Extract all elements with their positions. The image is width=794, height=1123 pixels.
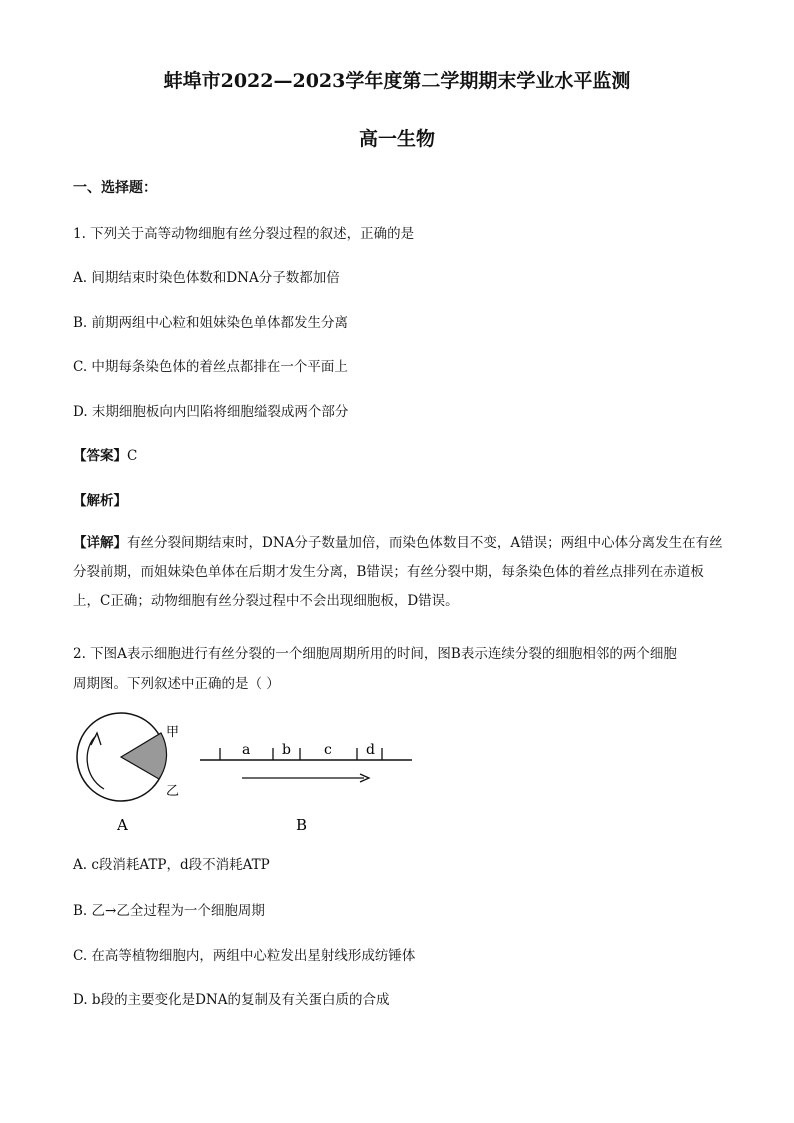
detail-tag: 【详解】 xyxy=(73,535,127,551)
cell-cycle-figure xyxy=(60,712,430,842)
segment-label-d: d xyxy=(366,742,375,758)
question-1-option-d: D. 末期细胞板向内凹陷将细胞缢裂成两个部分 xyxy=(73,404,349,420)
page-subtitle: 高一生物 xyxy=(358,128,435,150)
question-1-option-c: C. 中期每条染色体的着丝点都排在一个平面上 xyxy=(73,359,348,375)
question-2-stem-line-2: 周期图。下列叙述中正确的是（ ） xyxy=(73,676,280,692)
question-1-option-b: B. 前期两组中心粒和姐妹染色单体都发生分离 xyxy=(73,315,349,331)
question-1-option-a: A. 间期结束时染色体数和DNA分子数都加倍 xyxy=(73,270,340,286)
question-2-stem-line-1: 2. 下图A表示细胞进行有丝分裂的一个细胞周期所用的时间，图B表示连续分裂的细胞相邻的两个细胞 xyxy=(73,646,677,662)
segment-label-c: c xyxy=(324,742,332,758)
answer-value: C xyxy=(127,448,138,464)
analysis-tag: 【解析】 xyxy=(73,493,127,509)
question-2-option-b: B. 乙→乙全过程为一个细胞周期 xyxy=(73,903,265,919)
question-2-option-a: A. c段消耗ATP，d段不消耗ATP xyxy=(73,857,270,873)
answer-tag: 【答案】 xyxy=(73,448,127,464)
segment-label-a: a xyxy=(242,742,251,758)
label-yi: 乙 xyxy=(166,784,180,799)
detail-paragraph xyxy=(73,529,725,616)
segment-label-b: b xyxy=(282,742,291,758)
label-a-figure: A xyxy=(117,816,128,834)
label-jia: 甲 xyxy=(166,725,180,740)
detail-text: 有丝分裂间期结束时，DNA分子数量加倍，而染色体数目不变，A错误；两组中心体分离发生在有丝分裂前期，而姐妹染色单体在后期才发生分离，B错误；有丝分裂中期，每条染色体的着丝点排列在赤道板上，C正确；动物细胞有丝分裂过程中不会出现细胞板，D错误。 xyxy=(73,535,723,609)
question-2-option-c: C. 在高等植物细胞内，两组中心粒发出星射线形成纺锤体 xyxy=(73,948,416,964)
label-b-figure: B xyxy=(296,816,308,834)
section-heading: 一、选择题： xyxy=(73,180,157,196)
page-title: 蚌埠市2022—2023学年度第二学期期末学业水平监测 xyxy=(163,70,631,92)
answer-line xyxy=(73,444,137,464)
question-2-option-d: D. b段的主要变化是DNA的复制及有关蛋白质的合成 xyxy=(73,992,390,1008)
question-1-stem: 1. 下列关于高等动物细胞有丝分裂过程的叙述，正确的是 xyxy=(73,226,415,242)
